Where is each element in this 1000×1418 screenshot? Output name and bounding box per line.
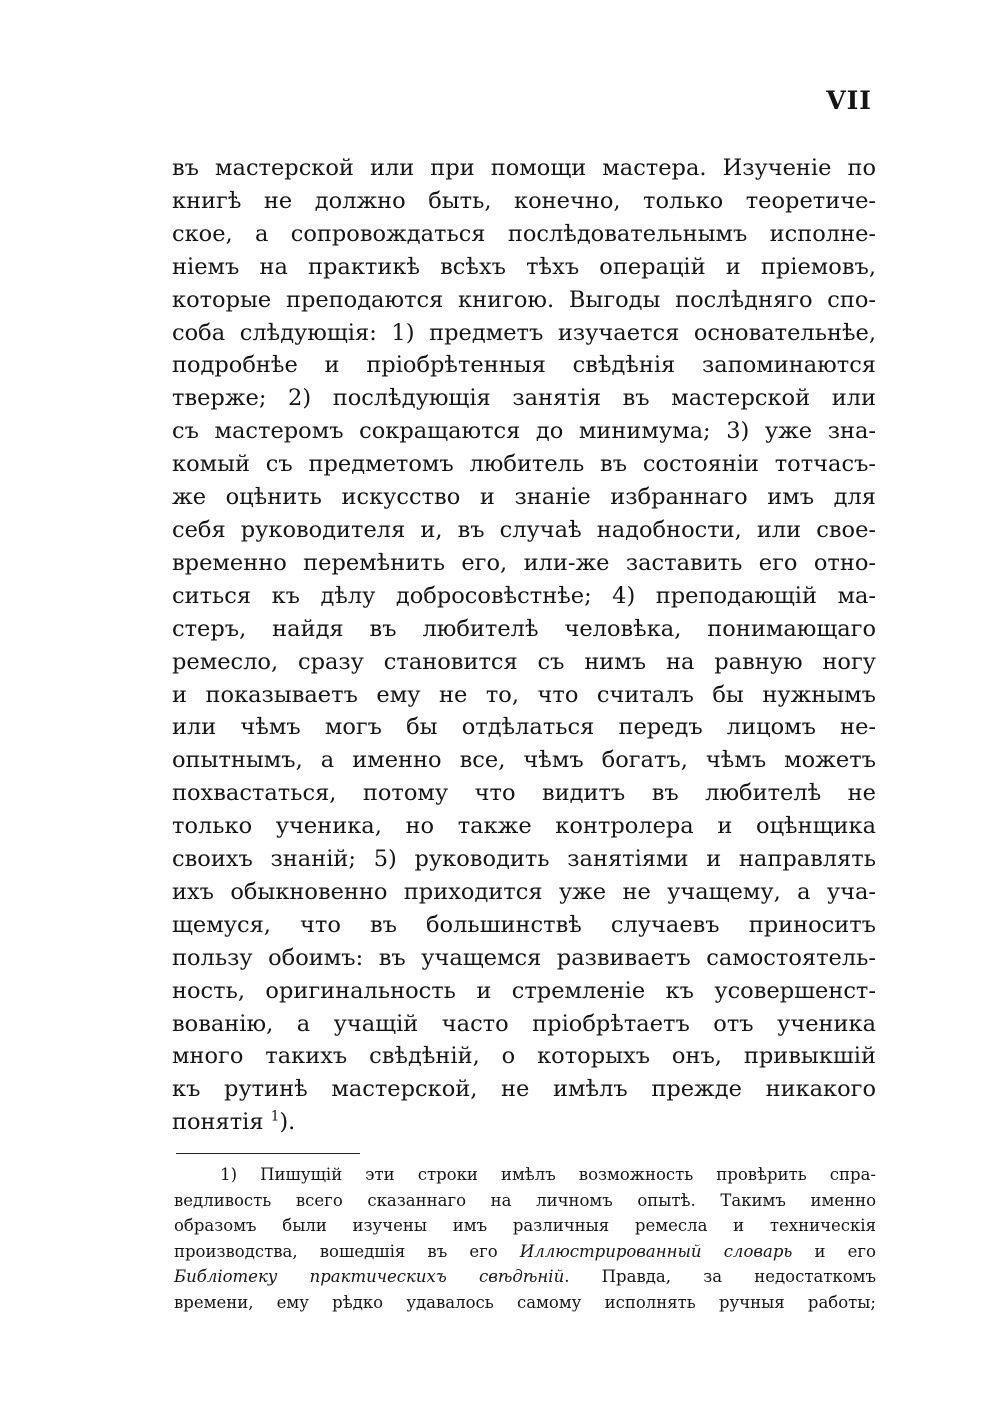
text-line: и показываетъ ему не то, что считалъ бы нужнымъ bbox=[172, 681, 876, 708]
footnote-reference: 1 bbox=[270, 1108, 280, 1125]
text-line: временно перемѣнить его, или-же заставить его отно- bbox=[172, 549, 876, 576]
text-line: или чѣмъ могъ бы отдѣлаться передъ лицомъ не- bbox=[172, 714, 876, 741]
text-line: съ мастеромъ сокращаются до минимума; 3) уже зна- bbox=[172, 418, 876, 445]
last-line-text: понятія bbox=[172, 1109, 264, 1136]
text-line: щемуся, что въ большинствѣ случаевъ приноситъ bbox=[172, 911, 876, 938]
text-line: же оцѣнить искусство и знаніе избраннаго имъ для bbox=[172, 484, 876, 511]
footnote-line: времени, ему рѣдко удавалось самому исполнять ручныя работы; bbox=[174, 1292, 876, 1312]
page-number: VII bbox=[826, 86, 872, 115]
body-text bbox=[172, 152, 876, 1139]
text-line: тверже; 2) послѣдующія занятія въ мастерской или bbox=[172, 385, 876, 412]
footnote-marker: 1) bbox=[220, 1165, 238, 1184]
text-line: стеръ, найдя въ любителѣ человѣка, понимающаго bbox=[172, 615, 876, 642]
last-line-end: ). bbox=[279, 1109, 296, 1136]
text-line: соба слѣдующія: 1) предметъ изучается основательнѣе, bbox=[172, 319, 876, 346]
text-line-last bbox=[172, 1106, 876, 1139]
text-line: въ мастерской или при помощи мастера. Изученіе по bbox=[172, 155, 876, 181]
text-line: ихъ обыкновенно приходится уже не учащему, а уча- bbox=[172, 878, 876, 905]
text-line: пользу обоимъ: въ учащемся развиваетъ самостоятель- bbox=[172, 944, 876, 971]
text-line: книгѣ не должно быть, конечно, только теоретиче- bbox=[172, 187, 876, 214]
footnote-line bbox=[174, 1162, 876, 1188]
text-line: вованію, а учащій часто пріобрѣтаетъ отъ ученика bbox=[172, 1010, 876, 1037]
footnote-text: Пишущій эти строки имѣлъ возможность провѣрить спра- bbox=[260, 1165, 876, 1184]
footnote-line: ведливость всего сказаннаго на личномъ опытѣ. Такимъ именно bbox=[174, 1190, 876, 1210]
text-line: ское, а сопровождаться послѣдовательнымъ исполне- bbox=[172, 220, 876, 247]
footnote bbox=[174, 1162, 876, 1316]
footnote-text: . Правда, за недостаткомъ bbox=[564, 1267, 877, 1287]
text-line: комый съ предметомъ любитель въ состояніи тотчасъ- bbox=[172, 451, 876, 478]
footnote-line: образомъ были изучены имъ различныя ремесла и техническія bbox=[174, 1216, 876, 1236]
text-line: ность, оригинальность и стремленіе къ усовершенст- bbox=[172, 977, 876, 1004]
book-title: Библіотеку практическихъ свѣдѣній bbox=[174, 1267, 565, 1287]
text-line: ремесло, сразу становится съ нимъ на равную ногу bbox=[172, 648, 876, 675]
footnote-divider bbox=[176, 1153, 360, 1154]
text-line: ніемъ на практикѣ всѣхъ тѣхъ операцій и пріемовъ, bbox=[172, 253, 876, 280]
book-title: Иллюстрированный словарь bbox=[519, 1241, 793, 1261]
text-line: себя руководителя и, въ случаѣ надобности, или свое- bbox=[172, 516, 876, 543]
footnote-line bbox=[174, 1239, 876, 1265]
text-line: много такихъ свѣдѣній, о которыхъ онъ, привыкшій bbox=[172, 1043, 876, 1070]
text-line: только ученика, но также контролера и оцѣнщика bbox=[172, 813, 876, 840]
text-line: которые преподаются книгою. Выгоды послѣдняго спо- bbox=[172, 286, 876, 313]
text-line: ситься къ дѣлу добросовѣстнѣе; 4) преподающій ма- bbox=[172, 582, 876, 609]
footnote-line bbox=[174, 1264, 876, 1290]
footnote-text: и его bbox=[792, 1241, 876, 1261]
text-line: къ рутинѣ мастерской, не имѣлъ прежде никакого bbox=[172, 1076, 876, 1103]
text-line: похвастаться, потому что видитъ въ любителѣ не bbox=[172, 780, 876, 807]
text-line: подробнѣе и пріобрѣтенныя свѣдѣнія запоминаются bbox=[172, 352, 876, 379]
footnote-text: производства, вошедшія въ его bbox=[174, 1241, 520, 1261]
text-line: опытнымъ, а именно все, чѣмъ богатъ, чѣмъ можетъ bbox=[172, 747, 876, 774]
text-line: своихъ знаній; 5) руководить занятіями и направлять bbox=[172, 846, 876, 873]
